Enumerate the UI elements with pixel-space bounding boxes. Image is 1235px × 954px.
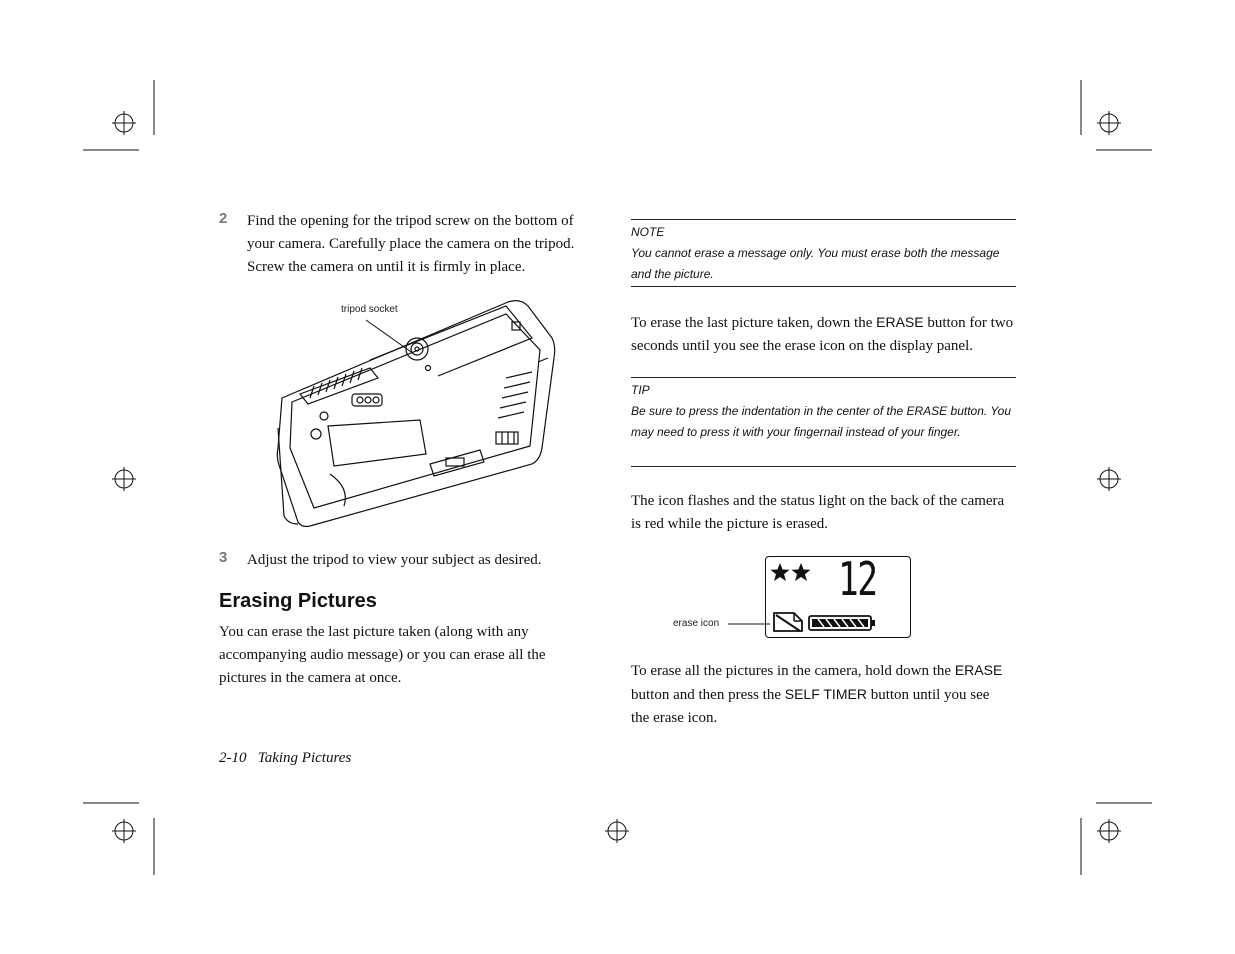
erase-icon xyxy=(772,611,804,633)
page-number: 2-10 xyxy=(219,750,247,766)
section-intro: You can erase the last picture taken (along with any accompanying audio message) or you can erase all the pictures in the camera at once. xyxy=(219,624,546,686)
note-box xyxy=(631,219,1016,287)
page-footer xyxy=(219,750,351,767)
section-heading: Erasing Pictures xyxy=(219,590,377,612)
erase-key-2: ERASE xyxy=(954,662,1003,678)
battery-icon xyxy=(808,615,878,631)
display-panel xyxy=(765,552,911,638)
star-icons xyxy=(770,561,814,583)
erase-last-paragraph: To erase the last picture taken, down the ERASE button for two seconds until you see the erase icon on the display panel. xyxy=(631,314,1014,354)
erase-all-paragraph: To erase all the pictures in the camera, hold down the ERASE button and then press the SELF TIMER button until you see the erase icon. xyxy=(631,662,1003,726)
tripod-socket-label: tripod socket xyxy=(341,304,398,315)
section-title: Taking Pictures xyxy=(257,750,352,766)
step-3-text: Adjust the tripod to view your subject as desired. xyxy=(247,552,542,568)
picture-counter: 12 xyxy=(838,552,877,606)
tip-text: Be sure to press the indentation in the center of the ERASE button. You may need to press it with your fingernail instead of your finger. xyxy=(631,404,1012,439)
erase-icon-label: erase icon xyxy=(673,618,720,629)
note-text: You cannot erase a message only. You must erase both the message and the picture. xyxy=(631,246,1000,281)
step-2-number: 2 xyxy=(219,210,228,227)
step-3-number: 3 xyxy=(219,549,228,566)
note-label: NOTE xyxy=(631,225,665,239)
erase-key: ERASE xyxy=(876,314,924,330)
tripod-socket-leader xyxy=(360,318,420,358)
self-timer-key: SELF TIMER xyxy=(784,686,867,702)
tip-box xyxy=(631,377,1016,467)
icon-flash-paragraph: The icon flashes and the status light on the back of the camera is red while the picture is erased. xyxy=(631,493,1005,532)
tip-label: TIP xyxy=(631,383,650,397)
step-2-text: Find the opening for the tripod screw on the bottom of your camera. Carefully place the camera on the tripod. Screw the camera on until it is firmly in place. xyxy=(247,213,575,275)
